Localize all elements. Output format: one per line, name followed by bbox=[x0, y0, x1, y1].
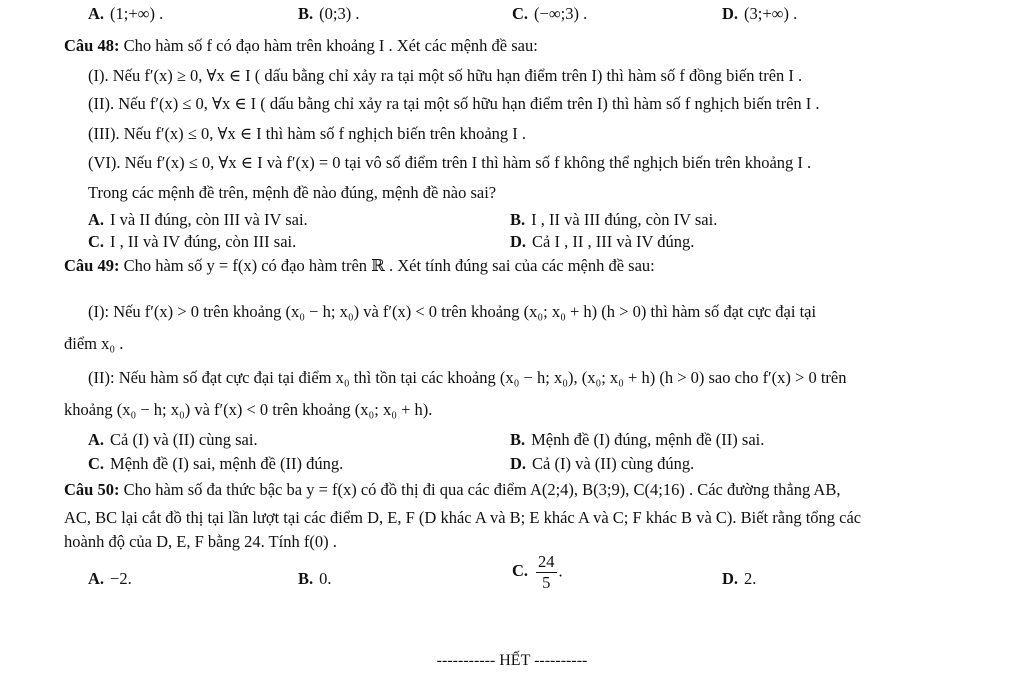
q48-statement-2: (II). Nếu f′(x) ≤ 0, ∀x ∈ I ( dấu bằng chỉ xảy ra tại một số hữu hạn điểm trên I) thì hàm số f nghịch biến trên I . bbox=[88, 94, 820, 113]
fraction: $\frac{24}{5}$ bbox=[538, 552, 555, 592]
q49-option-d: D. Cả (I) và (II) cùng đúng. bbox=[510, 454, 695, 473]
q47-option-b: B. (0;3) . bbox=[298, 4, 360, 23]
q49-option-c: C. Mệnh đề (I) sai, mệnh đề (II) đúng. bbox=[88, 454, 344, 473]
q48-stem: Câu 48: Cho hàm số f có đạo hàm trên khoảng I . Xét các mệnh đề sau: bbox=[64, 36, 538, 55]
q49-option-a: A. Cả (I) và (II) cùng sai. bbox=[88, 430, 258, 449]
q48-option-a: A. I và II đúng, còn III và IV sai. bbox=[88, 210, 308, 229]
q48-statement-3: (III). Nếu f′(x) ≤ 0, ∀x ∈ I thì hàm số f nghịch biến trên khoảng I . bbox=[88, 124, 527, 143]
q50-option-a: A. −2. bbox=[88, 569, 132, 588]
q50-line-1: Câu 50: Cho hàm số đa thức bậc ba y = f(x) có đồ thị đi qua các điểm A(2;4), B(3;9), C(4;16) . Các đường thẳng AB, bbox=[64, 480, 841, 499]
q48-option-d: D. Cả I , II , III và IV đúng. bbox=[510, 232, 695, 251]
q49-statement-2-line-2: khoảng (x₀ − h; x₀) và f′(x) < 0 trên khoảng (x₀; x₀ + h). bbox=[64, 400, 433, 419]
q49-statement-1-line-2: điểm x₀ . bbox=[64, 334, 124, 353]
q47-option-d: D. (3;+∞) . bbox=[722, 4, 798, 23]
q49-stem: Câu 49: Cho hàm số y = f(x) có đạo hàm trên ℝ . Xét tính đúng sai của các mệnh đề sau: bbox=[64, 256, 655, 275]
q49-statement-2-line-1: (II): Nếu hàm số đạt cực đại tại điểm x₀ thì tồn tại các khoảng (x₀ − h; x₀), (x₀; x₀ + h) (h > 0) sao cho f′(x) > 0 trên bbox=[88, 368, 847, 387]
q50-option-c: C. $\frac{24}{5}$ . bbox=[512, 552, 563, 592]
q48-prompt: Trong các mệnh đề trên, mệnh đề nào đúng, mệnh đề nào sai? bbox=[88, 183, 497, 202]
q48-statement-4: (VI). Nếu f′(x) ≤ 0, ∀x ∈ I và f′(x) = 0 tại vô số điểm trên I thì hàm số f không thể nghịch biến trên khoảng I . bbox=[88, 153, 812, 172]
q48-statement-1: (I). Nếu f′(x) ≥ 0, ∀x ∈ I ( dấu bằng chỉ xảy ra tại một số hữu hạn điểm trên I) thì hàm số f đồng biến trên I . bbox=[88, 66, 803, 85]
q48-option-b: B. I , II và III đúng, còn IV sai. bbox=[510, 210, 718, 229]
q47-option-a: A. (1;+∞) . bbox=[88, 4, 164, 23]
q50-line-3: hoành độ của D, E, F bằng 24. Tính f(0) . bbox=[64, 532, 337, 551]
q49-statement-1-line-1: (I): Nếu f′(x) > 0 trên khoảng (x₀ − h; x₀) và f′(x) < 0 trên khoảng (x₀; x₀ + h) (h > 0) thì hàm số đạt cực đại tại bbox=[88, 302, 817, 321]
end-marker: ----------- HẾT ---------- bbox=[436, 652, 588, 669]
q49-option-b: B. Mệnh đề (I) đúng, mệnh đề (II) sai. bbox=[510, 430, 765, 449]
q50-option-d: D. 2. bbox=[722, 569, 757, 588]
q50-line-2: AC, BC lại cắt đồ thị tại lần lượt tại các điểm D, E, F (D khác A và B; E khác A và C; F khác B và C). Biết rằng tổng các bbox=[64, 508, 862, 527]
q50-option-b: B. 0. bbox=[298, 569, 332, 588]
q47-option-c: C. (−∞;3) . bbox=[512, 4, 588, 23]
q48-option-c: C. I , II và IV đúng, còn III sai. bbox=[88, 232, 297, 251]
